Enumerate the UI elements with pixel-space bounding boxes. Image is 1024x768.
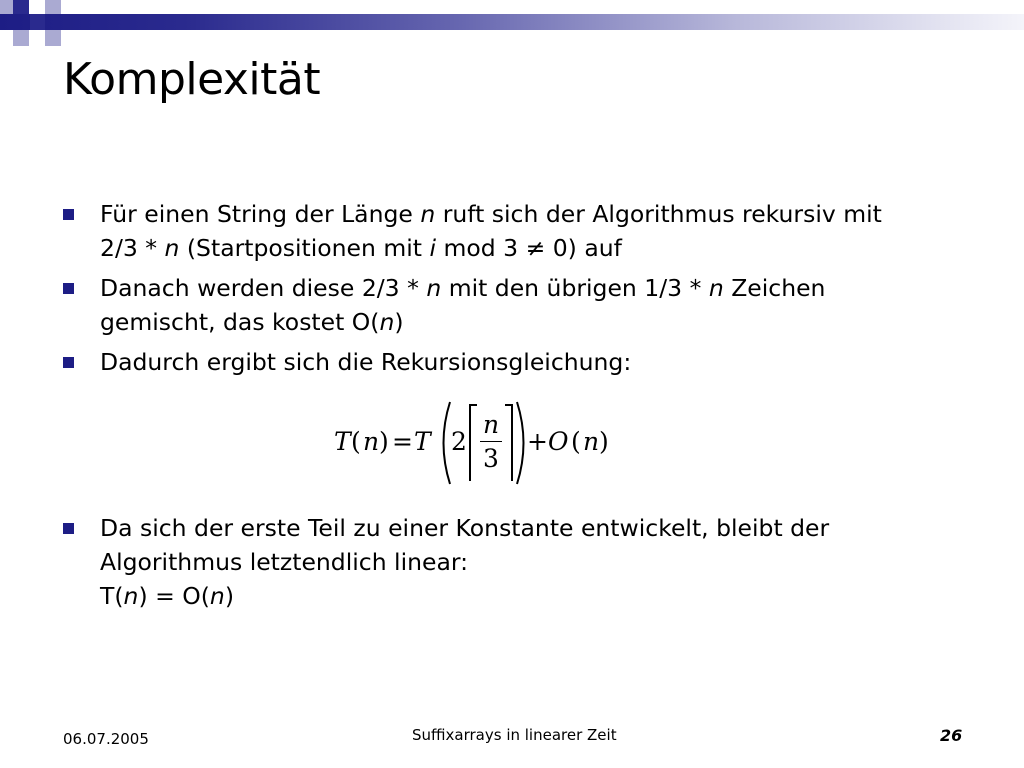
bullet-item [63,197,963,265]
formula-symbol: ( [351,427,361,456]
formula-symbol: ) [599,427,609,456]
header-decoration-square [13,0,29,14]
variable-n: n [123,582,139,610]
fraction-numerator: n [483,410,500,439]
bullet-text: mod 3 ≠ 0) auf [436,234,622,262]
bullet-text: ) [394,308,404,336]
bullet-text: gemischt, das kostet O( [100,308,380,336]
bullet-text: Da sich der erste Teil zu einer Konstante entwickelt, bleibt der [100,514,830,542]
formula-symbol: O [548,427,569,456]
formula-symbol: ( [571,427,581,456]
variable-n: n [379,308,395,336]
bullet-text: ruft sich der Algorithmus rekursiv mit [435,200,882,228]
variable-n: n [708,274,724,302]
fraction-denominator: 3 [483,444,499,473]
slide-title: Komplexität [63,54,321,105]
formula-symbol: n [583,427,600,456]
variable-n: n [426,274,442,302]
variable-n: n [164,234,180,262]
bullet-text: mit den übrigen 1/3 * [441,274,709,302]
formula-symbol: ) [379,427,389,456]
bullet-text: Danach werden diese 2/3 * [100,274,427,302]
bullet-item [63,271,963,339]
footer-title: Suffixarrays in linearer Zeit [412,726,617,744]
header-decoration-square [45,0,61,14]
formula-symbol: T [414,427,431,456]
variable-n: n [209,582,225,610]
header-decoration-square [45,30,61,46]
formula-symbol: 2 [451,427,467,456]
right-ceiling-bracket [504,404,514,482]
header-decoration-square [13,30,29,46]
bullet-text: ) [224,582,234,610]
fraction-bar [480,441,502,442]
variable-i: i [429,234,437,262]
header-gradient-bar [0,14,1024,30]
bullet-text: (Startpositionen mit [179,234,430,262]
bullet-item [63,345,963,379]
slide-content-lower [63,511,963,613]
bullet-text: Für einen String der Länge [100,200,421,228]
bullet-item [63,511,963,613]
bullet-text: ) = O( [138,582,210,610]
header-decoration-square [0,0,13,14]
left-ceiling-bracket [468,404,478,482]
bullet-text: Zeichen [723,274,826,302]
bullet-text: Algorithmus letztendlich linear: [100,548,469,576]
formula-symbol: + [527,427,548,456]
formula-symbol: T [334,427,351,456]
header-decoration-square [30,14,45,30]
variable-n: n [420,200,436,228]
formula-symbol: n [363,427,380,456]
formula-symbol: = [392,427,413,456]
footer-date: 06.07.2005 [63,730,149,748]
bullet-text: 2/3 * [100,234,165,262]
slide-number: 26 [940,726,963,745]
bullet-text: T( [100,582,124,610]
slide-content [63,197,963,379]
bullet-text: Dadurch ergibt sich die Rekursionsgleichung: [100,348,632,376]
